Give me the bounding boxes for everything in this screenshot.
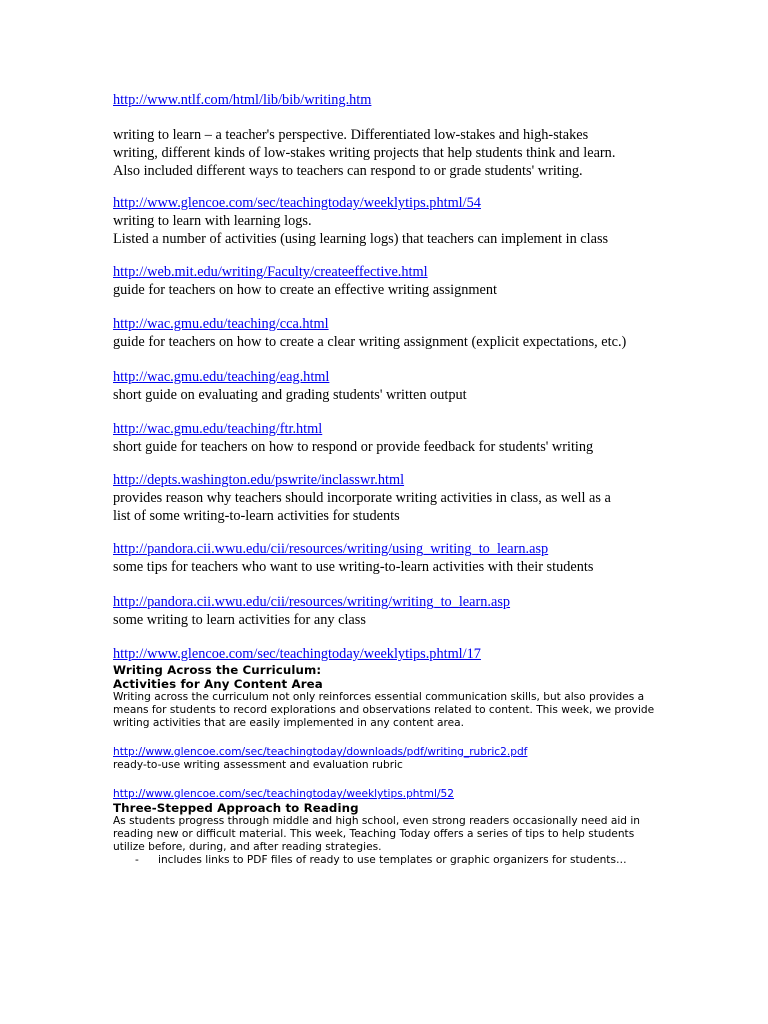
bullet-item bbox=[113, 854, 628, 867]
resource-entry bbox=[113, 645, 673, 730]
description-line: guide for teachers on how to create an effective writing assignment bbox=[113, 282, 498, 298]
resource-entry bbox=[113, 315, 673, 351]
description-line: writing to learn – a teacher's perspective. Differentiated low-stakes and high-stakes bbox=[113, 127, 589, 143]
resource-link[interactable]: http://www.ntlf.com/html/lib/bib/writing.htm bbox=[113, 92, 372, 108]
resource-link[interactable]: http://www.glencoe.com/sec/teachingtoday/weeklytips.phtml/17 bbox=[113, 646, 481, 662]
resource-entry bbox=[113, 263, 673, 299]
resource-entry bbox=[113, 420, 673, 456]
description-line: provides reason why teachers should incorporate writing activities in class, as well as a bbox=[113, 490, 611, 506]
description-line: Also included different ways to teachers can respond to or grade students' writing. bbox=[113, 163, 583, 179]
description-line: ready-to-use writing assessment and evaluation rubric bbox=[113, 759, 403, 771]
resource-link[interactable]: http://www.glencoe.com/sec/teachingtoday/weeklytips.phtml/52 bbox=[113, 788, 454, 800]
article-heading: Writing Across the Curriculum: bbox=[113, 663, 322, 677]
article-summary: As students progress through middle and high school, even strong readers occasionally need aid in reading new or difficult material. This week, Teaching Today offers a series of tips to help students utilize before, during, and after reading strategies. bbox=[113, 815, 641, 853]
resource-entry bbox=[113, 91, 673, 109]
resource-link[interactable]: http://pandora.cii.wwu.edu/cii/resources/writing/writing_to_learn.asp bbox=[113, 594, 511, 610]
description-line: some writing to learn activities for any class bbox=[113, 612, 366, 628]
article-heading: Activities for Any Content Area bbox=[113, 677, 323, 691]
description-line: guide for teachers on how to create a clear writing assignment (explicit expectations, etc.) bbox=[113, 334, 627, 350]
resource-entry bbox=[113, 471, 673, 525]
bullet-text: includes links to PDF files of ready to use templates or graphic organizers for students… bbox=[158, 854, 627, 866]
description-line: Listed a number of activities (using learning logs) that teachers can implement in class bbox=[113, 231, 609, 247]
resource-entry bbox=[113, 540, 673, 576]
resource-entry bbox=[113, 593, 673, 629]
resource-link[interactable]: http://wac.gmu.edu/teaching/ftr.html bbox=[113, 421, 323, 437]
description-line: short guide for teachers on how to respond or provide feedback for students' writing bbox=[113, 439, 594, 455]
resource-link[interactable]: http://www.glencoe.com/sec/teachingtoday/downloads/pdf/writing_rubric2.pdf bbox=[113, 746, 528, 758]
article-heading: Three-Stepped Approach to Reading bbox=[113, 801, 359, 815]
bullet-marker: - bbox=[135, 854, 139, 866]
resource-link[interactable]: http://pandora.cii.wwu.edu/cii/resources/writing/using_writing_to_learn.asp bbox=[113, 541, 549, 557]
resource-description bbox=[113, 126, 673, 180]
description-line: list of some writing-to-learn activities for students bbox=[113, 508, 400, 524]
description-line: short guide on evaluating and grading students' written output bbox=[113, 387, 467, 403]
resource-entry bbox=[113, 368, 673, 404]
article-summary: Writing across the curriculum not only reinforces essential communication skills, but also provides a means for students to record explorations and observations related to content. This week, we provide writing activities that are easily implemented in any content area. bbox=[113, 691, 655, 729]
description-line: writing, different kinds of low-stakes writing projects that help students think and learn. bbox=[113, 145, 616, 161]
resource-link[interactable]: http://wac.gmu.edu/teaching/eag.html bbox=[113, 369, 330, 385]
resource-link[interactable]: http://web.mit.edu/writing/Faculty/createeffective.html bbox=[113, 264, 428, 280]
description-line: writing to learn with learning logs. bbox=[113, 213, 312, 229]
resource-link[interactable]: http://wac.gmu.edu/teaching/cca.html bbox=[113, 316, 329, 332]
description-line: some tips for teachers who want to use writing-to-learn activities with their students bbox=[113, 559, 594, 575]
resource-entry bbox=[113, 194, 673, 248]
resource-entry bbox=[113, 788, 673, 867]
resource-link[interactable]: http://www.glencoe.com/sec/teachingtoday/weeklytips.phtml/54 bbox=[113, 195, 481, 211]
resource-link[interactable]: http://depts.washington.edu/pswrite/inclasswr.html bbox=[113, 472, 405, 488]
resource-entry bbox=[113, 746, 673, 772]
